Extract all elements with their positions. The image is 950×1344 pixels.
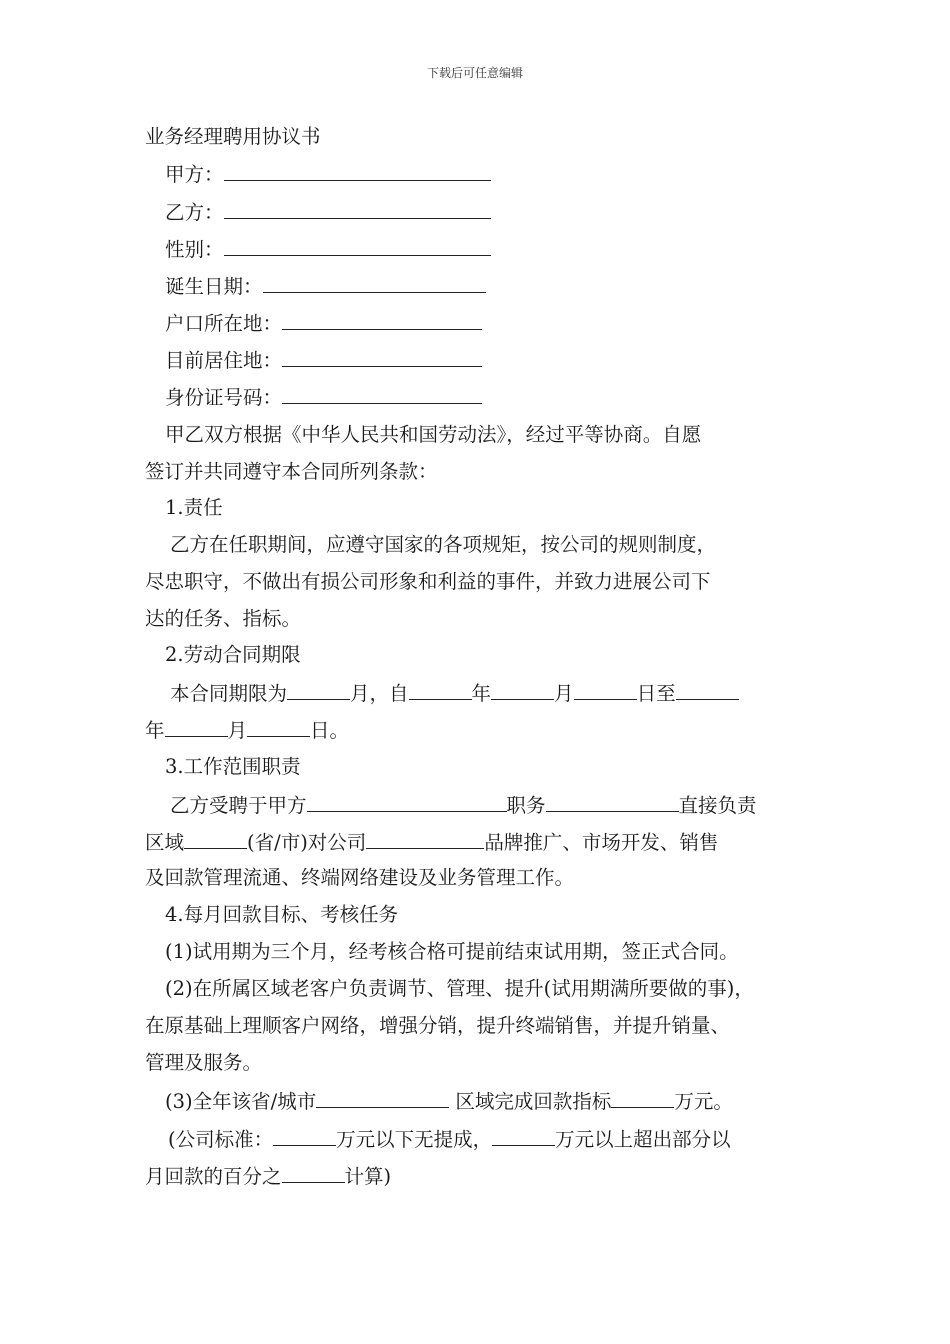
- section-heading: 3.工作范围职责: [165, 755, 301, 778]
- text: 职务: [506, 794, 546, 817]
- field-party-a: [165, 161, 491, 187]
- field-label: 诞生日期：: [165, 275, 263, 298]
- field-birthdate: [165, 273, 486, 299]
- field-label: 户口所在地：: [165, 312, 283, 335]
- blank-line: [282, 310, 482, 330]
- blank-line: [307, 792, 507, 812]
- text: 月回款的百分之: [145, 1165, 282, 1188]
- blank-line: [546, 792, 679, 812]
- section-heading: 2.劳动合同期限: [165, 643, 301, 666]
- blank-line: [409, 680, 472, 700]
- text: 万元。: [674, 1090, 733, 1113]
- field-party-b: [165, 199, 491, 225]
- text: 月: [227, 719, 248, 742]
- text: 区域: [145, 831, 185, 854]
- paragraph-line: 乙方在任职期间，应遵守国家的各项规矩，按公司的规则制度，: [170, 533, 717, 556]
- blank-line: [316, 1088, 449, 1108]
- blank-line: [224, 236, 491, 256]
- blank-line: [224, 161, 491, 181]
- paragraph-line: [145, 717, 349, 743]
- text: 计算): [344, 1165, 392, 1188]
- blank-line: [282, 1163, 345, 1183]
- paragraph-line: [168, 1126, 731, 1152]
- section-heading: 1.责任: [165, 496, 223, 519]
- page-header: 下载后可任意编辑: [426, 66, 523, 80]
- blank-line: [282, 347, 482, 367]
- text: 月，自: [350, 682, 409, 705]
- text: 直接负责: [678, 794, 757, 817]
- text: (公司标准：: [168, 1128, 274, 1151]
- list-item: [165, 1088, 733, 1114]
- blank-line: [366, 829, 484, 849]
- field-label: 性别：: [165, 238, 224, 261]
- text: (3)全年该省/城市: [165, 1090, 317, 1113]
- text: 年: [471, 682, 492, 705]
- field-label: 目前居住地：: [165, 349, 283, 372]
- blank-line: [282, 384, 482, 404]
- paragraph-line: 尽忠职守，不做出有损公司形象和利益的事件，并致力进展公司下: [145, 570, 711, 593]
- paragraph-line: [170, 792, 757, 818]
- paragraph-line: [170, 680, 739, 706]
- document-title: 业务经理聘用协议书: [145, 125, 321, 148]
- text: 本合同期限为: [170, 682, 288, 705]
- paragraph-line: 在原基础上理顺客户网络，增强分销，提升终端销售，并提升销量、: [145, 1014, 731, 1037]
- blank-line: [184, 829, 247, 849]
- text: 月: [554, 682, 574, 705]
- blank-line: [492, 1126, 555, 1146]
- list-item: (2)在所属区域老客户负责调节、管理、提升(试用期满所要做的事)，: [165, 977, 754, 1000]
- field-hukou: [165, 310, 482, 336]
- text: 品牌推广、市场开发、销售: [484, 831, 719, 854]
- field-label: 身份证号码：: [165, 386, 283, 409]
- blank-line: [676, 680, 739, 700]
- blank-line: [574, 680, 637, 700]
- text: (省/市)对公司: [247, 831, 367, 854]
- text: 万元以下无提成，: [336, 1128, 493, 1151]
- text: 区域完成回款指标: [449, 1090, 612, 1113]
- field-gender: [165, 236, 491, 262]
- list-item: (1)试用期为三个月，经考核合格可提前结束试用期，签正式合同。: [165, 940, 739, 963]
- intro-line: 甲乙双方根据《中华人民共和国劳动法》，经过平等协商。自愿: [165, 423, 702, 446]
- blank-line: [224, 199, 491, 219]
- field-residence: [165, 347, 482, 373]
- intro-line: 签订并共同遵守本合同所列条款：: [145, 460, 438, 483]
- blank-line: [491, 680, 554, 700]
- text: 年: [145, 719, 165, 742]
- blank-line: [287, 680, 350, 700]
- field-label: 甲方：: [165, 163, 224, 186]
- blank-line: [263, 273, 486, 293]
- blank-line: [165, 717, 228, 737]
- blank-line: [611, 1088, 674, 1108]
- field-label: 乙方：: [165, 201, 224, 224]
- section-heading: 4.每月回款目标、考核任务: [165, 903, 399, 926]
- paragraph-line: 管理及服务。: [145, 1051, 263, 1074]
- paragraph-line: 及回款管理流通、终端网络建设及业务管理工作。: [145, 866, 575, 889]
- text: 日。: [310, 719, 350, 742]
- text: 乙方受聘于甲方: [170, 794, 307, 817]
- text: 日至: [636, 682, 676, 705]
- blank-line: [273, 1126, 336, 1146]
- blank-line: [247, 717, 310, 737]
- paragraph-line: [145, 1163, 391, 1189]
- paragraph-line: 达的任务、指标。: [145, 607, 302, 630]
- paragraph-line: [145, 829, 718, 855]
- field-id-number: [165, 384, 482, 410]
- text: 万元以上超出部分以: [555, 1128, 731, 1151]
